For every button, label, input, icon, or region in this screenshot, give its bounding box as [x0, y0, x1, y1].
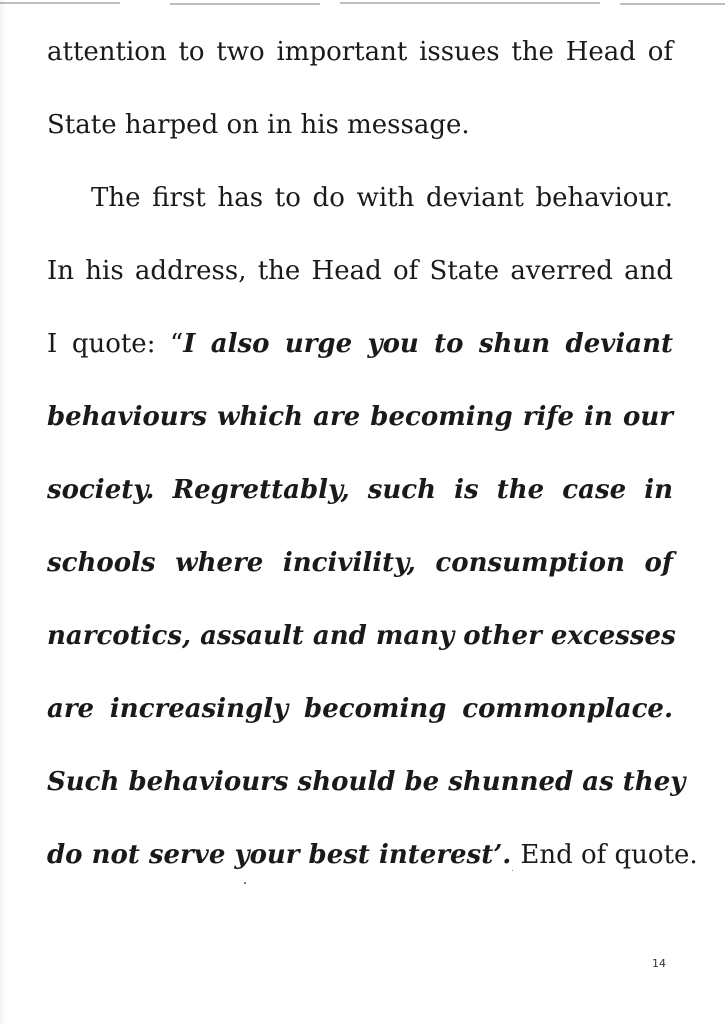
scan-top-edge — [0, 0, 725, 8]
quote-line: behaviours which are becoming rife in our — [47, 402, 673, 432]
quote-text: I also urge you to shun deviant — [183, 329, 673, 359]
quote-line: are increasingly becoming commonplace. — [47, 694, 673, 724]
plain-text: End of quote. — [520, 840, 698, 870]
page-number: 14 — [652, 957, 666, 970]
quote-line: society. Regrettably, such is the case in — [47, 475, 673, 505]
quote-line: narcotics, assault and many other excesses — [47, 621, 676, 651]
text-line: In his address, the Head of State averred and — [47, 256, 673, 286]
quote-line: Such behaviours should be shunned as they — [47, 767, 686, 797]
text-line: attention to two important issues the Head of — [47, 37, 673, 67]
document-body — [47, 28, 698, 904]
scan-speck — [512, 870, 513, 871]
scan-left-shadow — [0, 0, 6, 1024]
quote-line: schools where incivility, consumption of — [47, 548, 673, 578]
closing-quote-mark: ’. — [493, 840, 521, 870]
quote-text: do not serve your best interest — [47, 840, 494, 870]
scan-speck — [244, 882, 246, 884]
text-line: The first has to do with deviant behaviour. — [91, 183, 673, 213]
text-line: State harped on in his message. — [47, 110, 470, 140]
plain-text: I quote: “ — [47, 329, 184, 359]
text-line — [47, 320, 673, 393]
text-line — [47, 831, 698, 904]
